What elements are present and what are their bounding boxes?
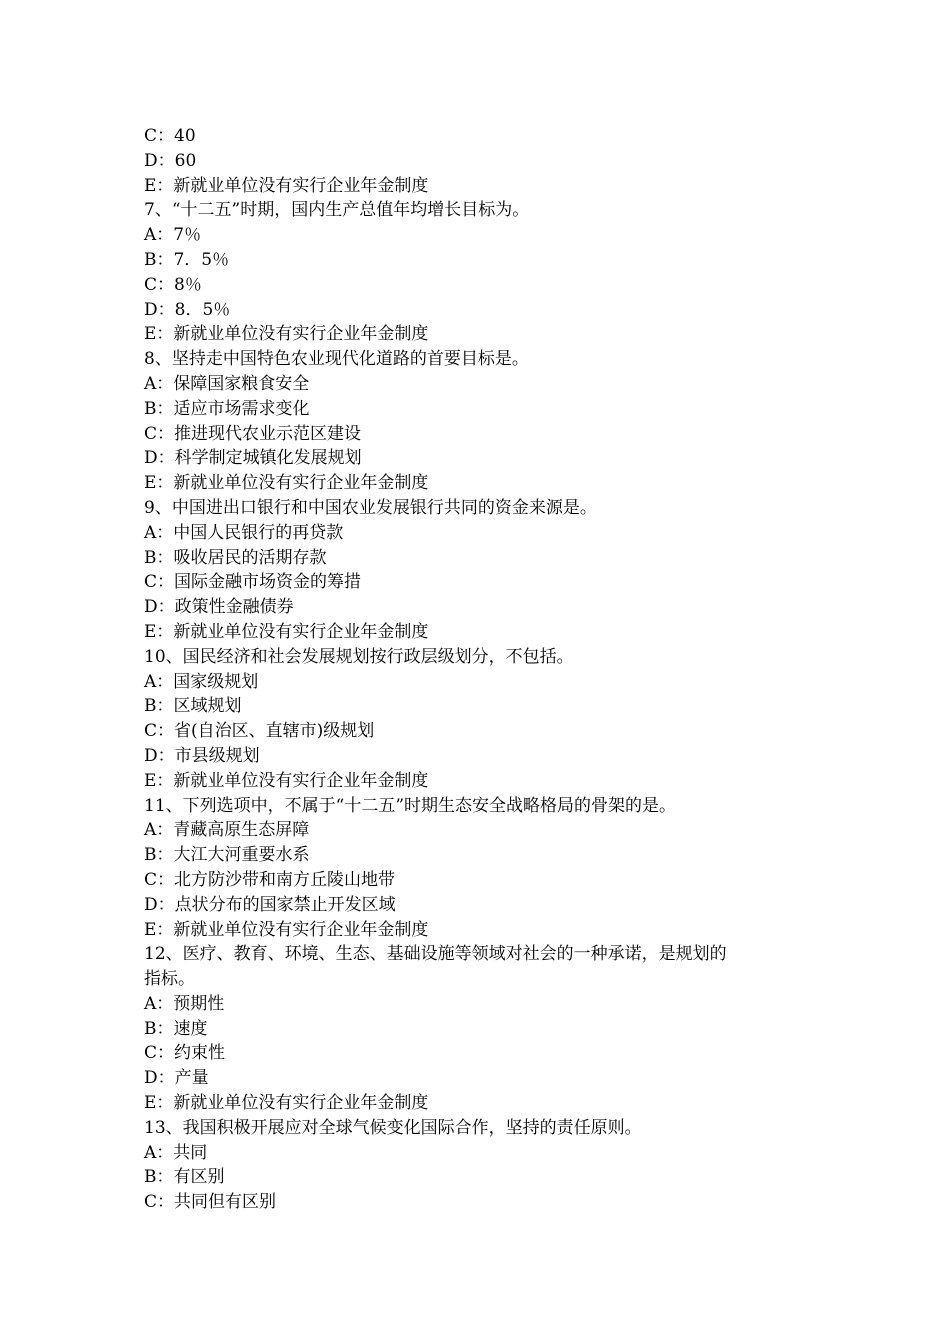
text-line: B：适应市场需求变化 [144,398,310,419]
text-line: D：产量 [144,1068,209,1089]
text-line: A：共同 [144,1142,208,1163]
question-11: 11、下列选项中，不属于“十二五”时期生态安全战略格局的骨架的是。 [144,795,677,816]
question-10: 10、国民经济和社会发展规划按行政层级划分，不包括。 [144,646,574,667]
text-line: A：预期性 [144,993,225,1014]
text-line: D：60 [144,150,197,171]
text-line: C：共同但有区别 [144,1192,277,1213]
text-line: B：大江大河重要水系 [144,845,310,866]
text-line: E：新就业单位没有实行企业年金制度 [144,770,429,791]
text-line: E：新就业单位没有实行企业年金制度 [144,324,429,345]
text-line: B：有区别 [144,1167,225,1188]
text-line: C：省(自治区、直辖市)级规划 [144,721,375,742]
question-9: 9、中国进出口银行和中国农业发展银行共同的资金来源是。 [144,497,597,518]
text-line: D：政策性金融债券 [144,597,294,618]
text-line: B：7．5％ [144,249,230,270]
text-line: D：点状分布的国家禁止开发区域 [144,894,396,915]
question-13: 13、我国积极开展应对全球气候变化国际合作，坚持的责任原则。 [144,1117,642,1138]
text-line: B：速度 [144,1018,208,1039]
text-line: B：区域规划 [144,696,242,717]
text-line: A：青藏高原生态屏障 [144,820,310,841]
text-line: B：吸收居民的活期存款 [144,547,327,568]
text-line: C：约束性 [144,1043,226,1064]
text-line: C：8％ [144,274,202,295]
text-line: A：中国人民银行的再贷款 [144,522,344,543]
text-line: D：8．5％ [144,299,231,320]
text-line: D：科学制定城镇化发展规划 [144,448,362,469]
text-line: A：国家级规划 [144,671,259,692]
text-line: E：新就业单位没有实行企业年金制度 [144,473,429,494]
question-7: 7、“十二五”时期，国内生产总值年均增长目标为。 [144,200,530,221]
text-line: C：国际金融市场资金的筹措 [144,572,362,593]
document-body [144,124,812,1215]
text-line: C：40 [144,126,196,146]
question-8: 8、坚持走中国特色农业现代化道路的首要目标是。 [144,349,529,370]
text-line: A：保障国家粮食安全 [144,373,310,394]
text-line: E：新就业单位没有实行企业年金制度 [144,175,429,196]
text-line: D：市县级规划 [144,745,260,766]
text-line: E：新就业单位没有实行企业年金制度 [144,919,429,940]
text-line: A：7％ [144,225,202,246]
text-line: C：推进现代农业示范区建设 [144,423,362,444]
text-line: E：新就业单位没有实行企业年金制度 [144,621,429,642]
text-line: C：北方防沙带和南方丘陵山地带 [144,869,396,890]
text-line: E：新就业单位没有实行企业年金制度 [144,1093,429,1114]
question-12-continued: 指标。 [144,969,195,990]
question-12: 12、医疗、教育、环境、生态、基础设施等领域对社会的一种承诺，是规划的 [144,944,727,965]
